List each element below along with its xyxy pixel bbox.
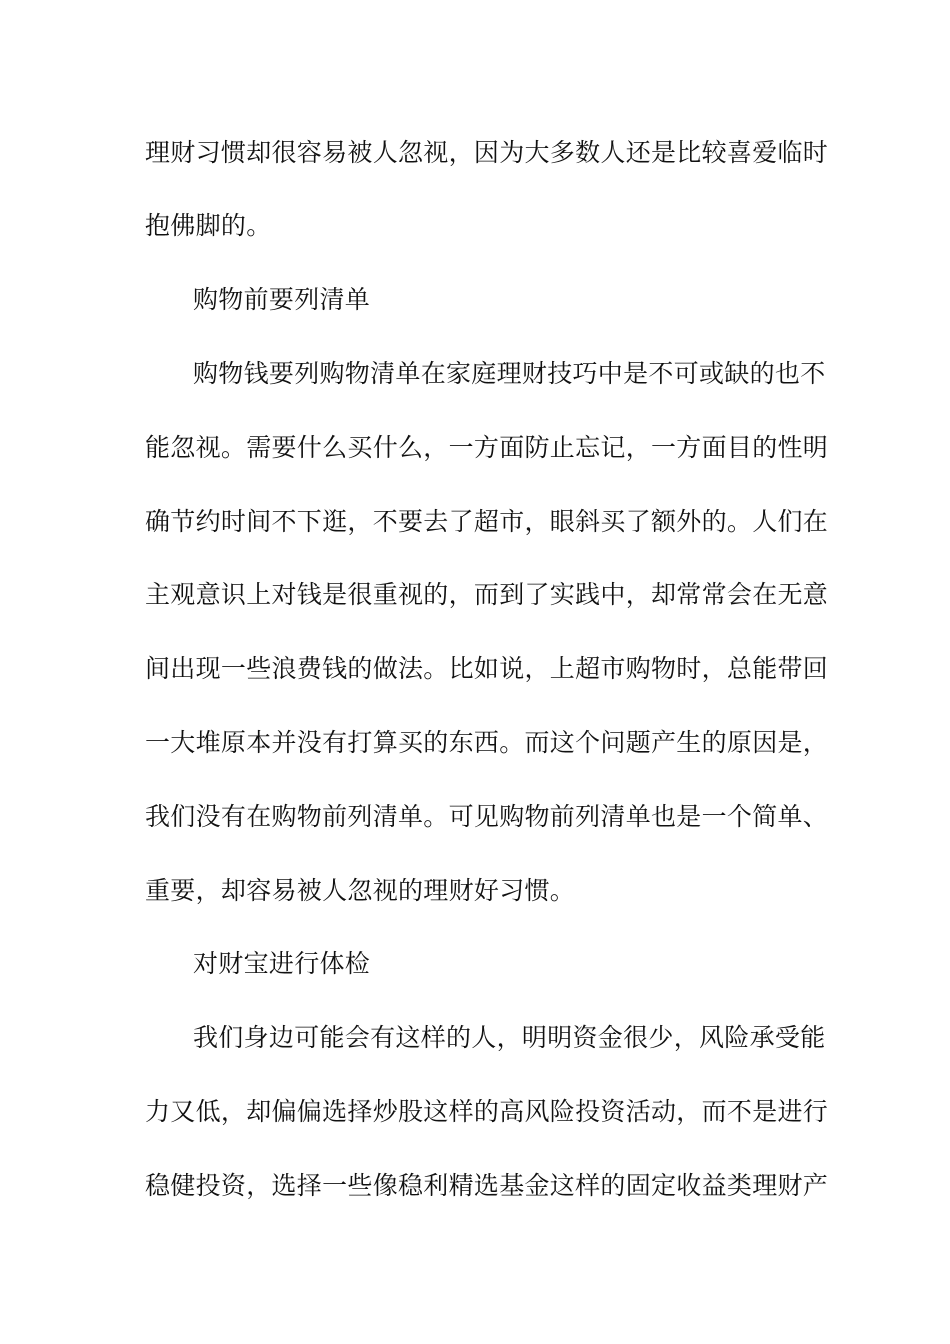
paragraph-line: 购物钱要列购物清单在家庭理财技巧中是不可或缺的也不	[193, 359, 826, 388]
paragraph-line: 稳健投资，选择一些像稳利精选基金这样的固定收益类理财产	[145, 1171, 829, 1200]
paragraph-line: 我们没有在购物前列清单。可见购物前列清单也是一个简单、	[145, 802, 829, 831]
paragraph-line: 力又低，却偏偏选择炒股这样的高风险投资活动，而不是进行	[145, 1097, 829, 1126]
paragraph-line: 重要，却容易被人忽视的理财好习惯。	[145, 876, 576, 905]
paragraph-line: 能忽视。需要什么买什么，一方面防止忘记，一方面目的性明	[145, 433, 829, 462]
paragraph-line: 抱佛脚的。	[145, 211, 272, 240]
paragraph-line: 间出现一些浪费钱的做法。比如说，上超市购物时，总能带回	[145, 654, 829, 683]
paragraph-line: 主观意识上对钱是很重视的，而到了实践中，却常常会在无意	[145, 580, 829, 609]
paragraph-line: 我们身边可能会有这样的人，明明资金很少，风险承受能	[193, 1023, 826, 1052]
paragraph-line: 确节约时间不下逛，不要去了超市，眼斜买了额外的。人们在	[145, 507, 829, 536]
paragraph-line: 一大堆原本并没有打算买的东西。而这个问题产生的原因是，	[145, 728, 829, 757]
section-heading: 对财宝进行体检	[193, 949, 371, 978]
paragraph-line: 理财习惯却很容易被人忽视，因为大多数人还是比较喜爱临时	[145, 138, 829, 167]
section-heading: 购物前要列清单	[193, 285, 371, 314]
